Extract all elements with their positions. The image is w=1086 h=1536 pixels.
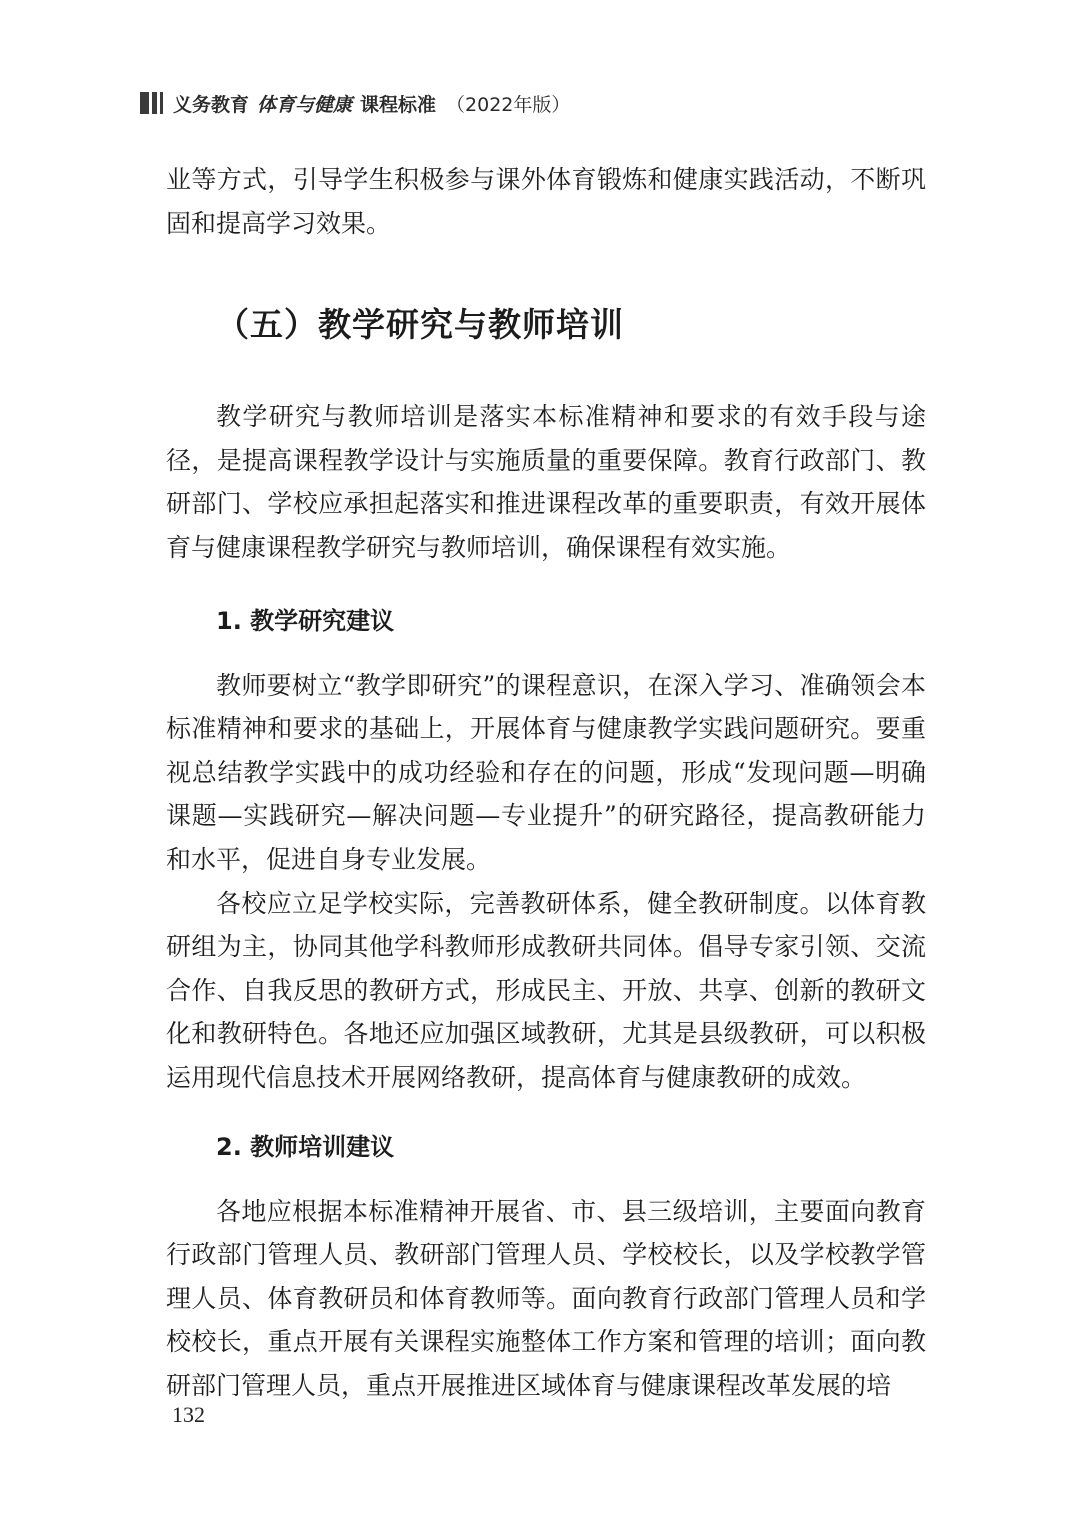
header-edition: （2022年版） <box>446 93 571 116</box>
teaching-research-paragraph-1: 教师要树立“教学即研究”的课程意识，在深入学习、准确领会本标准精神和要求的基础上，开展体育与健康教学实践问题研究。要重视总结教学实践中的成功经验和存在的问题，形成“发现问题—明确课题—实践研究—解决问题—专业提升”的研究路径，提高教研能力和水平，促进自身专业发展。 <box>166 670 926 874</box>
subsection-title-teaching-research: 1. 教学研究建议 <box>216 606 395 635</box>
teacher-training-paragraph-1: 各地应根据本标准精神开展省、市、县三级培训，主要面向教育行政部门管理人员、教研部门管理人员、学校校长，以及学校教学管理人员、体育教研员和体育教师等。面向教育行政部门管理人员和学校校长，重点开展有关课程实施整体工作方案和管理的培训；面向教研部门管理人员，重点开展推进区域体育与健康课程改革发展的培 <box>166 1196 926 1400</box>
header-subject-title: 体育与健康 <box>257 93 353 116</box>
page-body <box>166 158 926 1407</box>
page-number: 132 <box>172 1402 205 1427</box>
header-standard-label: 课程标准 <box>360 93 437 116</box>
section-title: （五）教学研究与教师培训 <box>216 305 624 345</box>
header-bar-mark <box>140 92 163 114</box>
header-book-series: 义务教育 <box>173 93 250 116</box>
continuation-paragraph: 业等方式，引导学生积极参与课外体育锻炼和健康实践活动，不断巩固和提高学习效果。 <box>166 165 926 238</box>
section-intro-paragraph: 教学研究与教师培训是落实本标准精神和要求的有效手段与途径，是提高课程教学设计与实施质量的重要保障。教育行政部门、教研部门、学校应承担起落实和推进课程改革的重要职责，有效开展体育与健康课程教学研究与教师培训，确保课程有效实施。 <box>166 402 926 562</box>
running-header <box>140 86 570 120</box>
subsection-title-teacher-training: 2. 教师培训建议 <box>216 1132 395 1161</box>
teaching-research-paragraph-2: 各校应立足学校实际，完善教研体系，健全教研制度。以体育教研组为主，协同其他学科教师形成教研共同体。倡导专家引领、交流合作、自我反思的教研方式，形成民主、开放、共享、创新的教研文化和教研特色。各地还应加强区域教研，尤其是县级教研，可以积极运用现代信息技术开展网络教研，提高体育与健康教研的成效。 <box>166 888 926 1092</box>
